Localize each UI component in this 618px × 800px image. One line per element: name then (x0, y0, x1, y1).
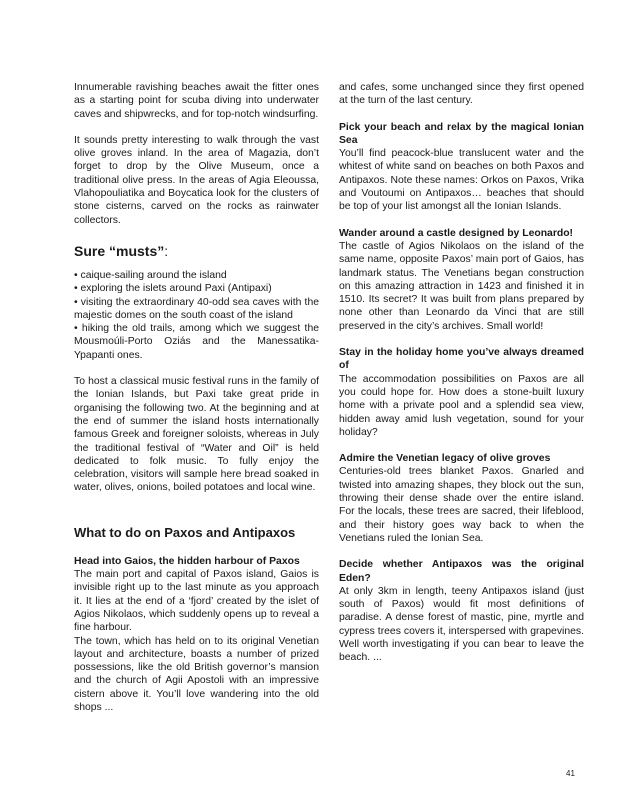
list-item: • visiting the extraordinary 40-odd sea caves with the majestic domes on the south coast of the island (74, 296, 319, 321)
olive-groves-paragraph: It sounds pretty interesting to walk through the vast olive groves inland. In the area of Magazia, don’t forget to drop by the Olive Museum, once a traditional olive press. In the areas of Agia Eleoussa, Vlahopouliatika and Boycatica look for the clusters of stone cisterns, carved on the rocks as rainwater collectors. (74, 134, 319, 226)
holiday-home-heading: Stay in the holiday home you’ve always dreamed of (339, 347, 584, 372)
page-number: 41 (566, 769, 575, 778)
beach-paragraph: You’ll find peacock-blue translucent water and the whitest of white sand on beaches on both Paxos and Antipaxos. Note these names: Orkos on Paxos, Vrika and Voutoumi on Antipaxos… beaches that should be top of your list amongst all the Ionian Islands. (339, 148, 584, 213)
cafes-paragraph: and cafes, some unchanged since they first opened at the turn of the last century. (339, 82, 584, 107)
list-item: • exploring the islets around Paxi (Antipaxi) (74, 283, 272, 295)
intro-paragraph: Innumerable ravishing beaches await the fitter ones as a starting point for scuba diving into underwater caves and shipwrecks, and for top-notch windsurfing. (74, 82, 319, 120)
musts-list (74, 269, 319, 362)
castle-heading: Wander around a castle designed by Leonardo! (339, 227, 574, 239)
left-column (74, 81, 319, 714)
gaios-heading: Head into Gaios, the hidden harbour of Paxos (74, 555, 300, 567)
olive-legacy-heading: Admire the Venetian legacy of olive groves (339, 453, 551, 465)
list-item: • hiking the old trails, among which we suggest the Mousmoúli-Porto Oziás and the Manessatika-Ypapanti ones. (74, 323, 319, 361)
right-column (339, 81, 584, 665)
eden-paragraph: At only 3km in length, teeny Antipaxos island (just south of Paxos) would fit most definitions of paradise. A dense forest of mastic, pine, myrtle and cypress trees covers it, interspersed with grapevines. Well worth investigating if you can bear to leave the beach. ... (339, 585, 584, 664)
musts-heading-colon: : (164, 242, 169, 259)
musts-heading-text: Sure “musts” (74, 242, 165, 259)
section-heading: What to do on Paxos and Antipaxos (74, 524, 296, 540)
list-item: • caique-sailing around the island (74, 269, 227, 281)
beach-heading: Pick your beach and relax by the magical Ionian Sea (339, 121, 584, 146)
holiday-home-paragraph: The accommodation possibilities on Paxos are all you could hope for. How does a stone-built luxury home with a private pool and a splendid sea view, hidden away amid lush vegetation, sound for your holiday? (339, 373, 584, 438)
eden-heading: Decide whether Antipaxos was the original Eden? (339, 559, 584, 584)
festival-paragraph: To host a classical music festival runs in the family of the Ionian Islands, but Paxi take great pride in organising the following two. At the beginning and at the end of summer the island hosts internationally famous Greek and foreigner soloists, whereas in July the traditional festival of “Water and Oil” is held dedicated to folk music. To fully enjoy the celebration, visitors will sample here bread soaked in water, olives, onions, boiled potatoes and local wine. (74, 376, 319, 494)
castle-paragraph: The castle of Agios Nikolaos on the island of the same name, opposite Paxos’ main port of Gaios, has landmark status. The Venetians began construction on this amazing attraction in 1423 and finished it in 1510. Its secret? It was built from plans prepared by none other than Leonardo da Vinci that are still preserved in the city’s archives. Small world! (339, 240, 584, 332)
musts-heading (74, 243, 319, 259)
gaios-paragraph-1: The main port and capital of Paxos island, Gaios is invisible right up to the last minute as you approach it. It lies at the end of a ‘fjord’ created by the islet of Agios Nikolaos, which suddenly opens up to reveal a fine harbour. (74, 569, 319, 634)
gaios-paragraph-2: The town, which has held on to its original Venetian layout and architecture, boasts a number of prized possessions, like the old British governor’s mansion and the church of Agii Apostoli with an impressive cistern above it. You’ll love wandering into the old shops ... (74, 635, 319, 713)
olive-legacy-paragraph: Centuries-old trees blanket Paxos. Gnarled and twisted into amazing shapes, they block out the sun, throwing their dense shade over the entire island. For the locals, these trees are sacred, their lifeblood, and their history goes way back to when the Venetians ruled the Ionian Sea. (339, 466, 584, 544)
